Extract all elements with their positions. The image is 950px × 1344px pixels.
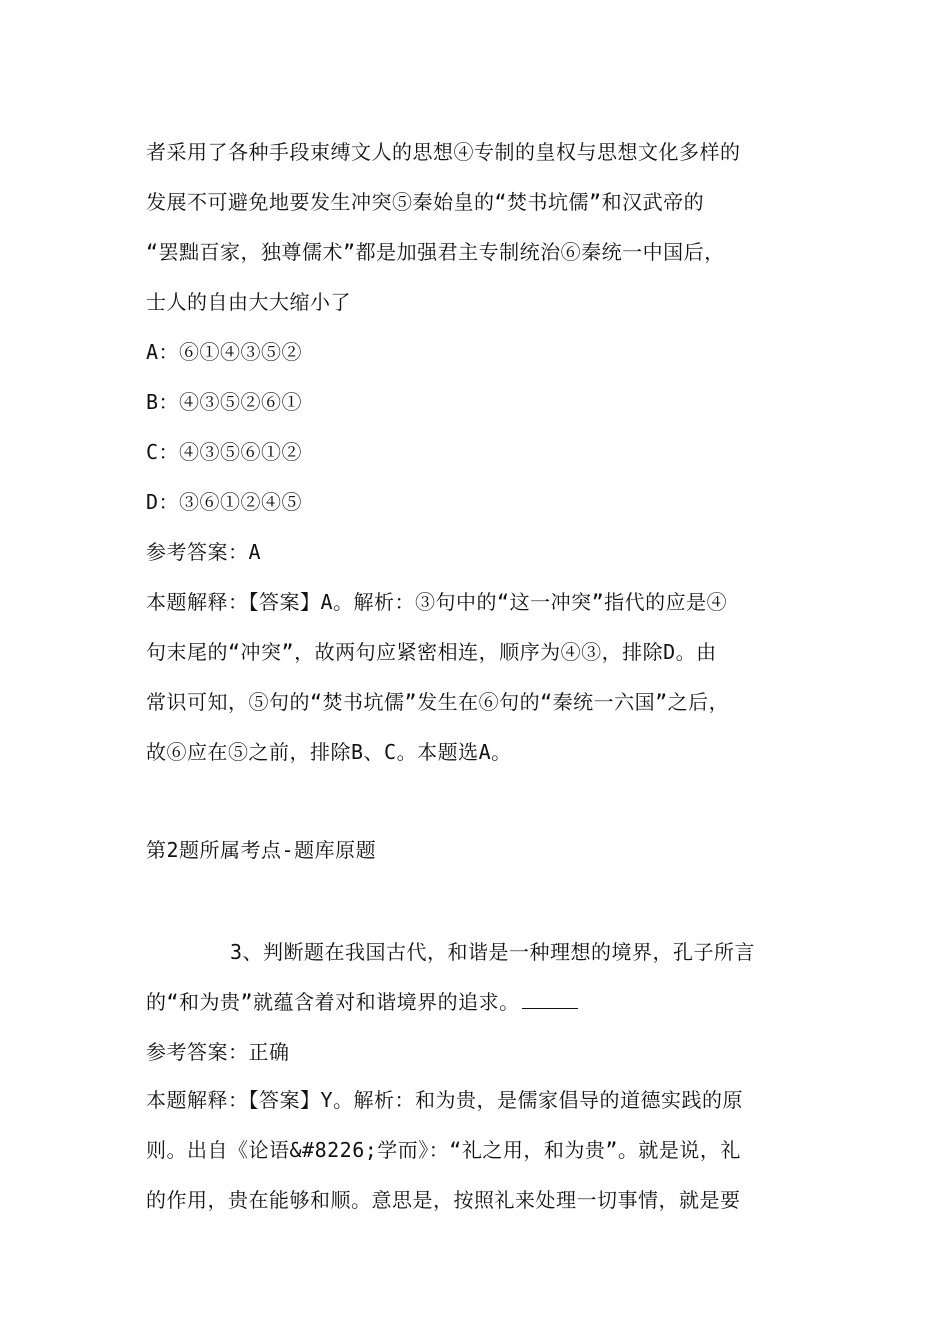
question2-topic: 第2题所属考点-题库原题 (146, 838, 377, 862)
question2-stem-line-4: 士人的自由大大缩小了 (146, 290, 351, 314)
answer-blank (522, 990, 578, 1009)
question2-stem-line-1: 者采用了各种手段束缚文人的思想④专制的皇权与思想文化多样的 (146, 140, 741, 164)
question3-stem-line-1: 3、判断题在我国古代，和谐是一种理想的境界，孔子所言 (230, 940, 756, 964)
option-a: A：⑥①④③⑤② (146, 340, 303, 364)
question3-explanation-line-2: 则。出自《论语&#8226;学而》：“礼之用，和为贵”。就是说，礼 (146, 1138, 741, 1162)
question3-answer: 参考答案：正确 (146, 1040, 290, 1064)
question3-explanation-line-1: 本题解释：【答案】Y。解析：和为贵，是儒家倡导的道德实践的原 (146, 1088, 744, 1112)
option-d: D：③⑥①②④⑤ (146, 490, 303, 514)
question2-stem-line-3: “罢黜百家，独尊儒术”都是加强君主专制统治⑥秦统一中国后， (146, 240, 725, 264)
question2-explanation-line-3: 常识可知，⑤句的“焚书坑儒”发生在⑥句的“秦统一六国”之后， (146, 690, 730, 714)
question3-stem-text: 的“和为贵”就蕴含着对和谐境界的追求。 (146, 990, 520, 1014)
question2-explanation-line-2: 句末尾的“冲突”，故两句应紧密相连，顺序为④③，排除D。由 (146, 640, 717, 664)
option-b: B：④③⑤②⑥① (146, 390, 303, 414)
question3-stem-line-2 (146, 990, 578, 1014)
question2-explanation-line-4: 故⑥应在⑤之前，排除B、C。本题选A。 (146, 740, 512, 764)
question2-explanation-line-1: 本题解释：【答案】A。解析：③句中的“这一冲突”指代的应是④ (146, 590, 728, 614)
question2-stem-line-2: 发展不可避免地要发生冲突⑤秦始皇的“焚书坑儒”和汉武帝的 (146, 190, 705, 214)
question3-explanation-line-3: 的作用，贵在能够和顺。意思是，按照礼来处理一切事情，就是要 (146, 1188, 741, 1212)
question2-answer: 参考答案：A (146, 540, 262, 564)
option-c: C：④③⑤⑥①② (146, 440, 303, 464)
